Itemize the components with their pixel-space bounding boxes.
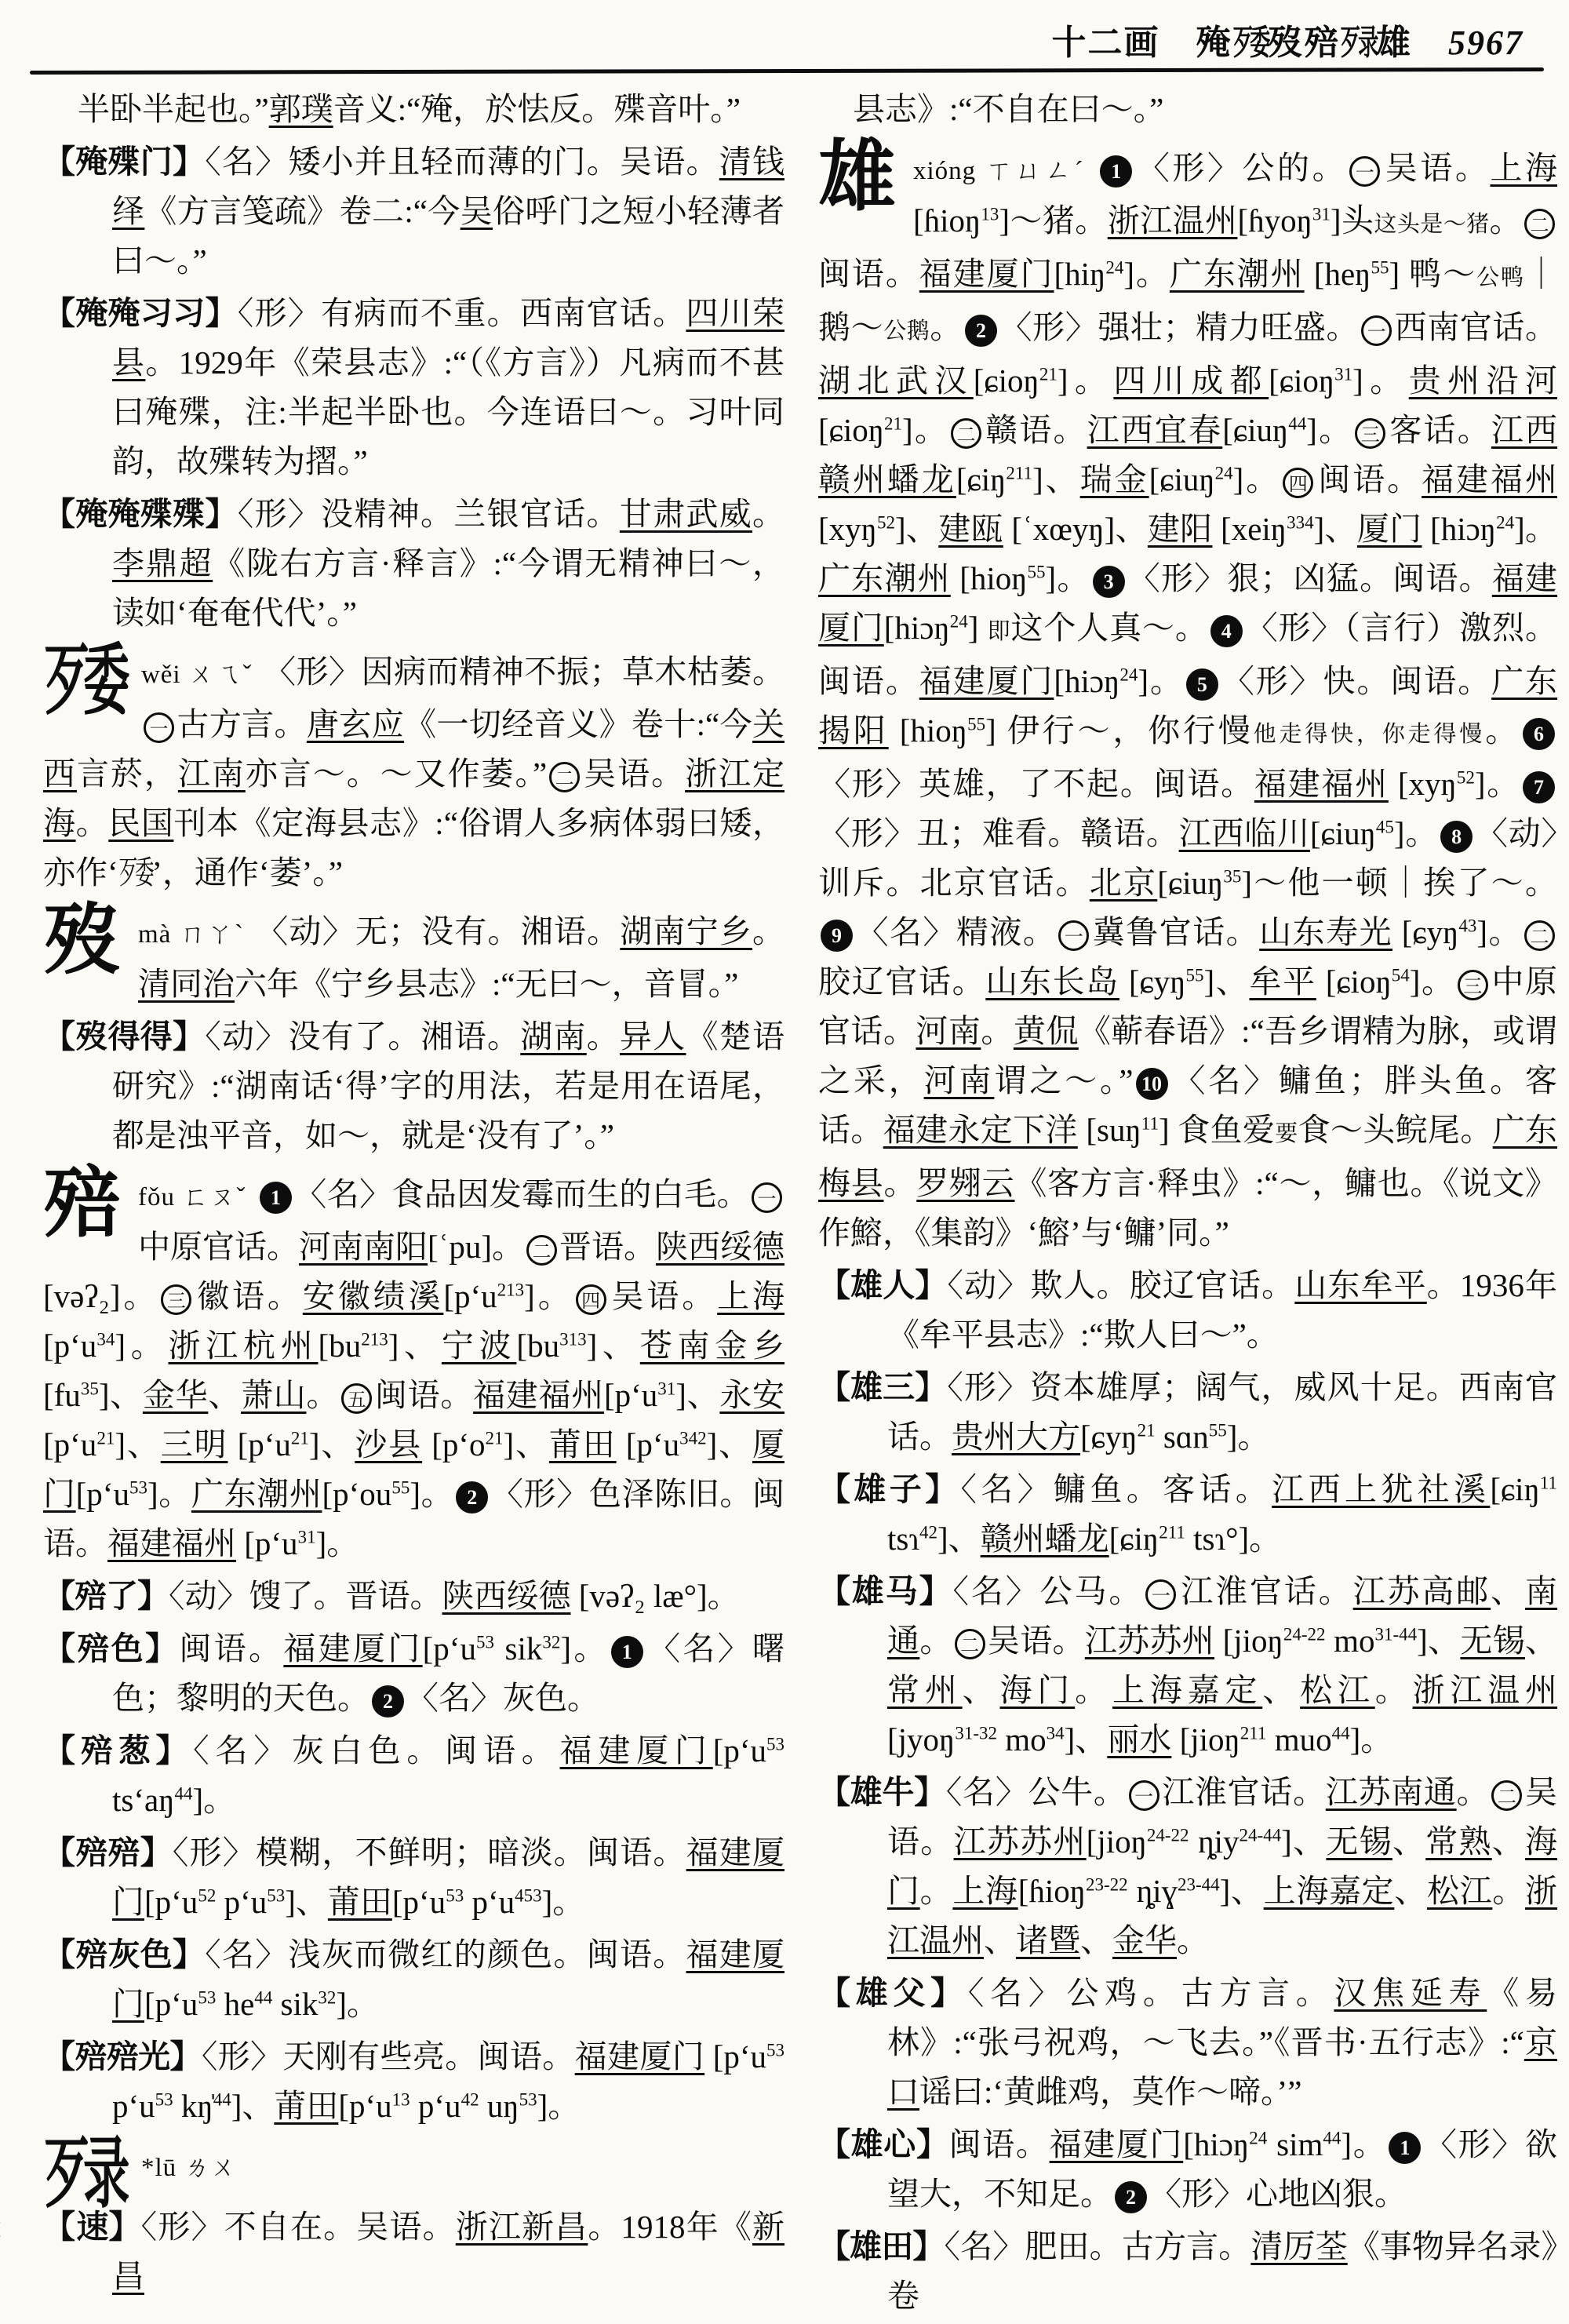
underlined-name: 福建厦门 [559, 1732, 713, 1768]
tone-superscript: 35 [80, 1379, 99, 1399]
tone-superscript: 53 [766, 2040, 785, 2060]
sense-number-icon: 1 [1389, 2132, 1421, 2164]
composed-character: 歹录 [1340, 24, 1380, 62]
underlined-name: 四川荣县 [112, 295, 785, 381]
sense-number-icon: 3 [1093, 566, 1125, 598]
subsense-number-icon: 一 [1058, 920, 1089, 951]
tone-superscript: 211 [1006, 463, 1033, 483]
underlined-name: 陕西绥德 [656, 1229, 785, 1265]
tone-superscript: 11 [1141, 1113, 1159, 1134]
dict-entry: 【雄田】〈名〉肥田。古方言。清厉荃《事物异名录》卷 [818, 2228, 1558, 2314]
underlined-name: 海门 [887, 1823, 1558, 1909]
tone-superscript: 55 [1027, 562, 1046, 582]
underlined-name: 诸暨 [1016, 1922, 1080, 1958]
underlined-name: 上海嘉定 [1263, 1873, 1395, 1909]
sense-number-icon: 7 [1523, 771, 1555, 803]
sense-number-icon: 6 [1523, 718, 1555, 750]
underlined-name: 贵州大方 [952, 1419, 1080, 1455]
underlined-name: 广东梅县 [818, 1112, 1558, 1201]
dict-entry: 【殕色】闽语。福建厦门[pʻu$^{53}$ sik$^{32}$]。 1 〈名〉曙色；黎明的天色。 2 〈名〉灰色。 [43, 1624, 784, 1723]
tone-superscript: 53 [475, 1632, 494, 1652]
underlined-name: 浙江杭州 [168, 1328, 319, 1364]
underlined-name: 福建厦门 [1049, 2126, 1184, 2162]
entry-pronunciation: wěi ㄨㄟˇ [140, 661, 253, 689]
underlined-name: 上海 [717, 1278, 785, 1314]
subsense-number-icon: 二 [1524, 209, 1555, 239]
underlined-name: 浙江新昌 [455, 2209, 588, 2245]
entry-headword: 【雄子】 [818, 1471, 961, 1507]
underlined-name: 湖南宁乡 [620, 913, 753, 949]
tone-superscript: 13 [391, 2089, 410, 2110]
underlined-name: 上海 [1490, 150, 1558, 186]
underlined-name: 萧山 [241, 1377, 307, 1413]
subsense-number-icon: 二 [526, 1235, 557, 1266]
underlined-name: 广东潮州 [1169, 256, 1305, 292]
dict-entry: 【殗殗殜殜】〈形〉没精神。兰银官话。甘肃武威。李鼎超《陇右方言·释言》:“今谓无精神曰～，读如‘奄奄代代’。” [43, 496, 785, 631]
underlined-name: 永安 [719, 1377, 785, 1413]
underlined-name: 建阳 [1147, 511, 1213, 547]
underlined-name: 福建福州 [473, 1377, 604, 1413]
entry-pronunciation: mà ㄇㄚˋ [138, 920, 246, 949]
underlined-name: 山东寿光 [1259, 914, 1393, 950]
subsense-number-icon: 三 [1458, 970, 1488, 1000]
underlined-name: 江南 [177, 756, 246, 792]
subsense-number-icon: 五 [341, 1383, 372, 1414]
underlined-name: 广东揭阳 [818, 663, 1558, 749]
subsense-number-icon: 二 [1524, 920, 1555, 951]
underlined-name: 吴 [460, 193, 493, 229]
underlined-name: 苍南金乡 [639, 1328, 785, 1364]
dict-entry: 【雄父】〈名〉公鸡。古方言。汉焦延寿《易林》:“张弓祝鸡，～飞去。”《晋书·五行志》:“京口谣曰:‘黄雌鸡，莫作～啼。’” [818, 1975, 1558, 2110]
underlined-name: 京口 [887, 2024, 1558, 2110]
tone-superscript: 53 [446, 1885, 464, 1906]
entry-pronunciation: fǒu ㄈㄡˇ [138, 1183, 246, 1211]
dict-entry: 【殕灰色】〈名〉浅灰而微红的颜色。闽语。福建厦门[pʻu$^{53}$ $he^{44}$ sik$^{32}$]。 [43, 1936, 784, 2022]
dict-entry: 【雄三】〈形〉资本雄厚；阔气，威风十足。西南官话。贵州大方[ɕyŋ$^{21}$ sɑn$^{55}$]。 [818, 1369, 1558, 1455]
underlined-name: 金华 [1112, 1922, 1177, 1958]
subsense-number-icon: 二 [549, 762, 580, 792]
tone-superscript: 42 [919, 1522, 937, 1543]
dict-entry: 【殗殜门】〈名〉矮小并且轻而薄的门。吴语。清钱绎《方言笺疏》卷二:“今吴俗呼门之短小轻薄者曰～。” [43, 144, 785, 279]
page-header [0, 14, 1523, 64]
underlined-name: 湖南 [520, 1018, 587, 1055]
headword-character [43, 2132, 130, 2217]
underlined-name: 清厉荃 [1250, 2228, 1348, 2264]
underlined-name: 莆田 [274, 2088, 339, 2124]
tone-superscript: 53 [155, 2089, 173, 2110]
underlined-name: 金华 [142, 1377, 209, 1413]
underlined-name: 浙江温州 [1412, 1672, 1558, 1708]
subsense-number-icon: 二 [1491, 1780, 1522, 1811]
dict-entry: 【雄人】〈动〉欺人。胶辽官话。山东牟平。1936年《牟平县志》:“欺人曰～”。 [818, 1267, 1558, 1353]
underlined-name: 山东牟平 [1294, 1267, 1427, 1303]
subsense-number-icon: 一 [752, 1182, 782, 1213]
tone-superscript: 24-44 [1239, 1825, 1282, 1845]
tone-superscript: 21 [1039, 364, 1058, 384]
subsense-number-icon: 二 [955, 1629, 985, 1659]
dict-entry: 【殗殗习习】〈形〉有病而不重。西南官话。四川荣县。1929年《荣县志》:“（《方言》）凡病而不甚曰殗殜，注:半起半卧也。今连语曰～。习叶同韵，故殜转为摺。” [43, 295, 785, 479]
tone-superscript: 53 [267, 1885, 286, 1906]
entry-headword: 【殕了】 [43, 1578, 169, 1614]
tone-superscript: 55 [967, 714, 986, 734]
tone-superscript: 24 [1105, 257, 1124, 278]
dict-entry: 半卧半起也。”郭璞音义:“殗，於怯反。殜音叶。” [78, 91, 741, 127]
sense-number-icon: 10 [1136, 1068, 1168, 1100]
underlined-name: 松江 [1427, 1873, 1493, 1909]
tone-superscript: 24 [1496, 512, 1515, 533]
underlined-name: 厦门 [43, 1426, 784, 1512]
tone-superscript: 55 [391, 1477, 410, 1498]
underlined-name: 福建厦门 [283, 1630, 423, 1667]
dict-entry: 【殕了】〈动〉馊了。晋语。陕西绥德 [vəʔ₂ læ°]。 [43, 1578, 740, 1614]
tone-superscript: 55 [1185, 965, 1204, 985]
dict-entry: 【雄子】〈名〉鳙鱼。客话。江西上犹社溪[ɕiŋ$^{11}$ tsɿ$^{42}$]、赣州蟠龙[ɕiŋ$^{211}$ tsɿ°]。 [818, 1471, 1558, 1557]
tone-superscript: 43 [1458, 916, 1477, 936]
subsense-number-icon: 三 [1355, 418, 1385, 449]
underlined-name: 清同治 [138, 966, 235, 1002]
entry-headword: 【雄心】 [818, 2126, 949, 2162]
tone-superscript: 21 [1137, 1420, 1156, 1441]
underlined-name: 郭璞 [268, 91, 333, 127]
sense-number-icon: 2 [456, 1481, 488, 1514]
tone-superscript: 44 [213, 2089, 231, 2110]
dict-entry: 【雄心】闽语。福建厦门[hiɔŋ$^{24}$ sim$^{44}$]。 1 〈形〉欲望大，不知足。 2 〈形〉心地凶狠。 [818, 2120, 1557, 2219]
underlined-name: 上海嘉定 [1112, 1672, 1263, 1708]
sense-number-icon: 2 [965, 315, 997, 347]
tone-superscript: 34 [96, 1329, 115, 1350]
tone-superscript: 313 [559, 1329, 587, 1350]
entry-headword: 【殕色】 [43, 1630, 180, 1667]
underlined-name: 江苏高邮 [1352, 1573, 1491, 1609]
underlined-name: 关西 [43, 706, 785, 792]
underlined-name: 浙江温州 [1107, 202, 1238, 239]
tone-superscript: 44 [1331, 1723, 1350, 1743]
underlined-name: 唐玄应 [306, 706, 405, 742]
entry-headword: 【速】 [43, 2209, 141, 2245]
underlined-name: 江苏苏州 [1084, 1623, 1215, 1659]
underlined-name: 贵州沿河 [1408, 362, 1558, 399]
tone-superscript: 32 [542, 1632, 561, 1652]
underlined-name: 浙江定海 [43, 756, 785, 841]
tone-superscript: 23-22 [1086, 1874, 1128, 1895]
underlined-name: 汉焦延寿 [1334, 1975, 1487, 2011]
small-gloss: 即 [987, 619, 1011, 644]
entry-headword: 【歿得得】 [43, 1018, 206, 1055]
underlined-name: 福建厦门 [112, 1936, 784, 2022]
tone-superscript: 213 [361, 1329, 388, 1350]
entry-pronunciation: *lū ㄌㄨ [140, 2154, 238, 2182]
tone-superscript: 44 [1288, 413, 1307, 434]
underlined-name: 沙县 [355, 1426, 423, 1463]
underlined-name: 福建厦门 [919, 256, 1054, 292]
tone-superscript: 21 [485, 1428, 504, 1448]
dict-entry: 【殕殕光】〈形〉天刚有些亮。闽语。福建厦门 [pʻu$^{53}$ pʻu$^{53}$ kŋ̍$^{44}$]、莆田[pʻu$^{13}$ pʻu$^{42}$ $uŋ^{53}$]。 [43, 2038, 785, 2124]
underlined-name: 安徽绩溪 [302, 1278, 444, 1314]
tone-superscript: 24-22 [1146, 1825, 1189, 1845]
underlined-name: 福建永定下洋 [883, 1112, 1078, 1148]
tone-superscript: 53 [129, 1477, 147, 1498]
headword-character: 雄 [818, 135, 896, 220]
underlined-name: 厦门 [1356, 511, 1422, 547]
entry-headword: 【雄田】 [818, 2228, 945, 2264]
tone-superscript: 31 [657, 1379, 676, 1399]
page-number: 5967 [1448, 24, 1523, 62]
entry-headword: 【雄父】 [818, 1975, 968, 2011]
tone-superscript: 31 [1334, 364, 1353, 384]
tone-superscript: 54 [1391, 965, 1410, 985]
sense-number-icon: 4 [1210, 615, 1243, 647]
tone-superscript: 52 [1456, 767, 1475, 788]
entry-headword: 【殕灰色】 [43, 1936, 206, 1972]
underlined-name: 江苏南通 [1325, 1774, 1457, 1810]
underlined-name: 甘肃武威 [619, 496, 753, 532]
subsense-number-icon: 一 [1349, 156, 1380, 187]
tone-superscript: 35 [1223, 866, 1242, 887]
tone-superscript: 45 [1375, 817, 1394, 837]
entry-headword: 【雄牛】 [818, 1774, 946, 1810]
underlined-name: 新昌 [112, 2209, 785, 2294]
headword-chars: 殗歹委歿殕歹录雄 [1196, 24, 1413, 62]
headword-character [43, 639, 130, 724]
dict-entry: 【歿得得】〈动〉没有了。湘语。湖南。异人《楚语研究》:“湖南话‘得’字的用法，若是用在语尾，都是浊平音，如～，就是‘没有了’。” [43, 1018, 784, 1153]
underlined-name: 四川成都 [1113, 362, 1269, 399]
underlined-name: 李鼎超 [112, 545, 213, 581]
sense-number-icon: 9 [821, 920, 853, 952]
sense-number-icon: 1 [1100, 155, 1132, 188]
underlined-name: 黄侃 [1013, 1013, 1079, 1049]
underlined-name: 丽水 [1107, 1721, 1172, 1758]
small-gloss: 要 [1275, 1121, 1298, 1146]
sense-number-icon: 1 [611, 1636, 643, 1668]
underlined-name: 江西宜春 [1087, 412, 1223, 448]
underlined-name: 建瓯 [938, 511, 1003, 547]
entry-headword: 【雄三】 [818, 1369, 948, 1405]
underlined-name: 赣州蟠龙 [980, 1521, 1109, 1557]
tone-superscript: 31-32 [955, 1723, 997, 1743]
underlined-name: 上海 [952, 1873, 1018, 1909]
subsense-number-icon: 四 [576, 1284, 606, 1315]
entry-headword: 【雄马】 [818, 1573, 953, 1609]
underlined-name: 江西上犹社溪 [1272, 1471, 1491, 1507]
tone-superscript: 211 [1159, 1522, 1185, 1543]
dict-entry: 歹委 wěi ㄨㄟˇ 〈形〉因病而精神不振；草木枯萎。一 古方言。唐玄应《一切经音义》卷十:“今关西言菸，江南亦言～。～又作萎。” 二 吴语。浙江定海。民国刊本《定海县志》:“俗谓人多病体弱曰矮，亦作‘歹委’，通作‘萎’。” [43, 647, 784, 898]
underlined-name: 福建厦门 [919, 663, 1054, 699]
tone-superscript: 34 [1046, 1723, 1065, 1743]
dict-entry: 【殕殕】〈形〉模糊，不鲜明；暗淡。闽语。福建厦门[pʻu$^{52}$ pʻu$^{53}$]、莆田[pʻu$^{53}$ pʻu$^{453}$]。 [43, 1834, 785, 1920]
underlined-name: 异人 [620, 1018, 686, 1055]
tone-superscript: 32 [318, 1987, 337, 2008]
sense-number-icon: 5 [1186, 668, 1218, 701]
underlined-name: 民国 [108, 805, 174, 841]
underlined-name: 常熟 [1425, 1823, 1492, 1860]
tone-superscript: 23-44 [1178, 1874, 1220, 1895]
dict-entry: 殕fǒu ㄈㄡˇ 1 〈名〉食品因发霉而生的白毛。 一中原官话。河南南阳[ʿpu]。 二 晋语。陕西绥德 [vəʔ₂]。 三 徽语。安徽绩溪[pʻu$^{213}$]。 四 吴语。上海[pʻu$^{34}$]。浙江杭州$[bu^{213}]$、宁波$[bu^{313}]$、苍南金乡 $[fu^{35}]$、金华、萧山。 五 闽语。福建福州[pʻu$^{31}$]、永安[pʻu$^{21}$]、三明 [pʻu$^{21}$]、沙县 [pʻo$^{21}$]、莆田 [pʻu$^{342}$]、厦门[pʻu$^{53}$]。广东潮州[pʻou$^{55}$]。 2 〈形〉色泽陈旧。闽语。福建福州 [pʻu$^{31}$]。 [43, 1161, 785, 1561]
dict-entry: 【雄牛】〈名〉公牛。 一 江淮官话。江苏南通。 二 吴语。江苏苏州[jioŋ$^{24-22}$ ȵiy$^{24-44}$]、无锡、常熟、海门。上海[ɦioŋ$^{23-22}$ ȵiɣ$^{23-44}$]、上海嘉定、松江。浙江温州、诸暨、金华。 [818, 1774, 1558, 1958]
small-gloss: 这头是～猪 [1374, 212, 1490, 237]
tone-superscript: 44 [254, 1987, 273, 2008]
underlined-name: 宁波 [441, 1328, 517, 1364]
underlined-name: 无锡 [1326, 1823, 1392, 1860]
underlined-name: 福建福州 [1254, 766, 1389, 802]
dict-entry: 歿mà ㄇㄚˋ 〈动〉无；没有。湘语。湖南宁乡。清同治六年《宁乡县志》:“无曰～，音冒。” [43, 898, 785, 1002]
small-gloss: 公鸭 [1476, 265, 1526, 290]
tone-superscript: 13 [981, 204, 999, 224]
subsense-number-icon: 二 [951, 418, 981, 449]
dict-entry: 【速】〈形〉不自在。吴语。浙江新昌。1918年《新昌 [43, 2209, 785, 2294]
tone-superscript: 53 [519, 2089, 537, 2110]
left-column [43, 85, 784, 2304]
entry-pronunciation: xióng ㄒㄩㄥˊ [913, 157, 1087, 185]
tone-superscript: 44 [174, 1783, 193, 1804]
headword-character: 殕 [43, 1161, 121, 1247]
underlined-name: 无锡 [1460, 1623, 1526, 1659]
underlined-name: 江西赣州蟠龙 [818, 412, 1558, 497]
subsense-number-icon: 一 [1145, 1579, 1176, 1610]
composed-character: 歹录 [43, 2132, 130, 2217]
underlined-name: 福建厦门 [112, 1834, 785, 1920]
small-gloss: 公鹅 [883, 319, 930, 344]
tone-superscript: 31 [1312, 204, 1331, 224]
underlined-name: 福建厦门 [574, 2038, 705, 2074]
underlined-name: 福建厦门 [818, 560, 1558, 646]
underlined-name: 河南 [916, 1013, 981, 1049]
tone-superscript: 342 [679, 1428, 707, 1448]
underlined-name: 清钱绎 [112, 144, 784, 229]
composed-character: 歹委 [43, 639, 130, 724]
dict-entry [43, 2132, 784, 2217]
entry-headword: 【殗殗殜殜】 [43, 496, 238, 532]
subsense-number-icon: 三 [161, 1284, 191, 1315]
subsense-number-icon: 一 [144, 712, 174, 743]
entry-headword: 【殗殗习习】 [43, 295, 238, 331]
entry-headword: 【雄人】 [818, 1267, 948, 1303]
tone-superscript: 11 [1539, 1473, 1558, 1493]
tone-superscript: 52 [198, 1885, 217, 1906]
sense-number-icon: 2 [372, 1685, 404, 1718]
underlined-name: 山东长岛 [985, 963, 1119, 1000]
underlined-name: 河南南阳 [299, 1229, 428, 1265]
entry-headword: 【殗殜门】 [43, 144, 206, 180]
tone-superscript: 453 [515, 1885, 542, 1906]
underlined-name: 牟平 [1249, 963, 1316, 1000]
underlined-name: 陕西绥德 [442, 1578, 571, 1614]
underlined-name: 海门 [999, 1672, 1076, 1708]
tone-superscript: 334 [1287, 512, 1314, 533]
tone-superscript: 31-44 [1374, 1624, 1418, 1645]
underlined-name: 福建福州 [107, 1525, 236, 1561]
small-gloss: 他走得快，你走得慢 [1253, 722, 1486, 747]
sense-number-icon: 1 [260, 1182, 292, 1214]
underlined-name: 三明 [160, 1426, 228, 1463]
entry-headword: 【殕殕光】 [43, 2038, 202, 2074]
tone-superscript: 24 [1214, 463, 1233, 483]
subsense-number-icon: 一 [1361, 315, 1392, 346]
headword-character: 歿 [43, 898, 121, 984]
tone-superscript: 55 [1371, 257, 1389, 278]
tone-superscript: 211 [1240, 1723, 1267, 1743]
stroke-section-label: 十二画 [1051, 24, 1160, 62]
tone-superscript: 53 [198, 1987, 217, 2008]
tone-superscript: 213 [497, 1280, 525, 1300]
tone-superscript: 21 [96, 1428, 115, 1448]
dict-entry: 【殕葱】〈名〉灰白色。闽语。福建厦门[pʻu$^{53}$ tsʻaŋ$^{44}$]。 [43, 1732, 785, 1818]
underlined-name: 江西临川 [1178, 815, 1310, 851]
tone-superscript: 24 [1119, 665, 1138, 685]
sense-number-icon: 8 [1440, 821, 1473, 853]
underlined-name: 江苏苏州 [953, 1823, 1087, 1860]
underlined-name: 广东潮州 [191, 1476, 322, 1512]
underlined-name: 莆田 [548, 1426, 617, 1463]
tone-superscript: 24 [1249, 2128, 1268, 2148]
dict-entry: 县志》:“不自在曰～。” [853, 91, 1164, 127]
tone-superscript: 44 [1323, 2128, 1341, 2148]
underlined-name: 常州 [887, 1672, 963, 1708]
underlined-name: 北京 [1089, 865, 1158, 901]
underlined-name: 湖北武汉 [818, 362, 974, 399]
tone-superscript: 21 [290, 1428, 309, 1448]
header-divider-line [30, 67, 1544, 75]
composed-character: 歹委 [1232, 24, 1272, 62]
underlined-name: 松江 [1300, 1672, 1375, 1708]
underlined-name: 罗翙云 [916, 1165, 1015, 1201]
sense-number-icon: 2 [1115, 2181, 1147, 2213]
tone-superscript: 52 [876, 512, 895, 533]
subsense-number-icon: 一 [1129, 1780, 1159, 1811]
tone-superscript: 42 [461, 2089, 479, 2110]
tone-superscript: 24-22 [1283, 1624, 1326, 1645]
underlined-name: 瑞金 [1079, 461, 1149, 497]
underlined-name: 浙江温州 [887, 1873, 1558, 1958]
tone-superscript: 21 [884, 413, 903, 434]
underlined-name: 南通 [887, 1573, 1558, 1659]
tone-superscript: 31 [297, 1527, 316, 1547]
underlined-name: 莆田 [327, 1884, 392, 1920]
underlined-name: 河南 [923, 1062, 995, 1098]
entry-headword: 【殕葱】 [43, 1732, 194, 1768]
tone-superscript: 55 [1208, 1420, 1227, 1441]
dict-entry: 【雄马】〈名〉公马。 一 江淮官话。江苏高邮、南通。 二 吴语。江苏苏州 [jioŋ$^{24-22}$ $mo^{31-44}$]、无锡、常州、海门。上海嘉定、松江。浙江温州[jyoŋ$^{31-32}$ $mo^{34}$]、丽水 [jioŋ$^{211}$ muo$^{44}$]。 [818, 1573, 1558, 1758]
tone-superscript: 24 [949, 611, 968, 632]
subsense-number-icon: 四 [1283, 468, 1313, 498]
composed-character: 歹委 [118, 854, 155, 891]
entry-headword: 【殕殕】 [43, 1834, 173, 1870]
tone-superscript: 53 [766, 1734, 785, 1754]
dict-entry: 雄xióng ㄒㄩㄥˊ 1 〈形〉公的。 一 吴语。上海[ɦioŋ$^{13}$]～猪。浙江温州[ɦyoŋ$^{31}$]头这头是～猪。 二闽语。福建厦门[hiŋ$^{24}$]。广东潮州 [heŋ$^{55}$] 鸭～公鸭｜鹅～公鹅。 2 〈形〉强壮；精力旺盛。 一 西南官话。湖北武汉[ɕioŋ$^{21}$]。四川成都[ɕioŋ$^{31}$]。贵州沿河[ɕioŋ$^{21}$]。 二 赣语。江西宜春[ɕiuŋ$^{44}$]。 三 客话。江西赣州蟠龙[ɕiŋ$^{211}$]、瑞金[ɕiuŋ$^{24}$]。 四 闽语。福建福州[xyŋ$^{52}$]、建瓯 [ʿxœyŋ]、建阳 [xeiŋ$^{334}$]、厦门 [hiɔŋ$^{24}$]。广东潮州 [hioŋ$^{55}$]。 3 〈形〉狠；凶猛。闽语。福建厦门[hiɔŋ$^{24}$] 即这个人真～。 4 〈形〉（言行）激烈。闽语。福建厦门[hiɔŋ$^{24}$]。 5 〈形〉快。闽语。广东揭阳 [hioŋ$^{55}$] 伊行～，你行慢他走得快，你走得慢。 6〈形〉英雄，了不起。闽语。福建福州 [xyŋ$^{52}$]。 7〈形〉丑；难看。赣语。江西临川[ɕiuŋ$^{45}$]。 8 〈动〉训斥。北京官话。北京[ɕiuŋ$^{35}$]～他一顿｜挨了～。9 〈名〉精液。 一 冀鲁官话。山东寿光 [ɕyŋ$^{43}$]。 二胶辽官话。山东长岛 [ɕyŋ$^{55}$]、牟平 [ɕioŋ$^{54}$]。 三 中原官话。河南。黄侃《蕲春语》:“吾乡谓精为脉，或谓之采，河南谓之～。” 10 〈名〉鳙鱼；胖头鱼。客话。福建永定下洋 [suŋ$^{11}$] 食鱼爱要食～头鲩尾。广东梅县。罗翙云《客方言·释虫》:“～，鳙也。《说文》作鰫，《集韵》‘鰫’与‘鳙’同。” [818, 135, 1558, 1251]
right-column [818, 85, 1557, 2324]
underlined-name: 福建福州 [1422, 461, 1557, 497]
underlined-name: 广东潮州 [818, 560, 951, 596]
